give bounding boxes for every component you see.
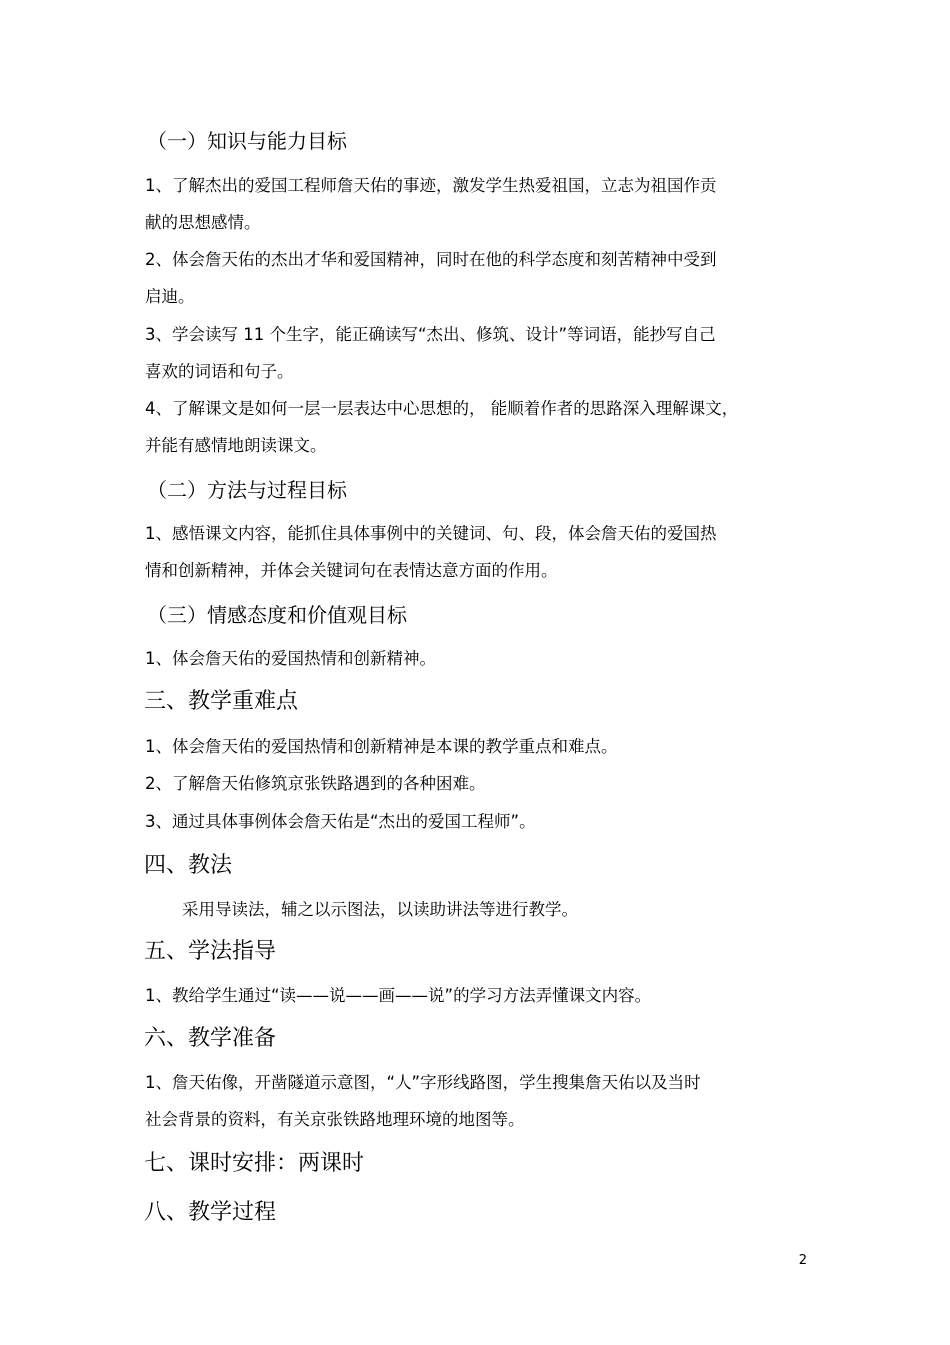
paragraph-line: 采用导读法，辅之以示图法，以读助讲法等进行教学。 bbox=[182, 900, 578, 919]
paragraph-line: 社会背景的资料，有关京张铁路地理环境的地图等。 bbox=[145, 1110, 525, 1129]
subheading-knowledge-goals: （一）知识与能力目标 bbox=[147, 129, 347, 153]
paragraph-line: 1、了解杰出的爱国工程师詹天佑的事迹，激发学生热爱祖国，立志为祖国作贡 bbox=[145, 176, 717, 195]
page-number: 2 bbox=[798, 1253, 807, 1268]
heading-schedule: 七、课时安排：两课时 bbox=[144, 1151, 365, 1176]
heading-key-points: 三、教学重难点 bbox=[144, 689, 299, 714]
paragraph-line: 1、教给学生通过“读——说——画——说”的学习方法弄懂课文内容。 bbox=[145, 986, 652, 1005]
paragraph-line: 4、了解课文是如何一层一层表达中心思想的， 能顺着作者的思路深入理解课文， bbox=[145, 399, 739, 418]
subheading-method-goals: （二）方法与过程目标 bbox=[147, 478, 347, 502]
paragraph-line: 2、了解詹天佑修筑京张铁路遇到的各种困难。 bbox=[145, 774, 486, 793]
heading-teaching-method: 四、教法 bbox=[144, 853, 233, 878]
paragraph-line: 1、詹天佑像，开凿隧道示意图，“人”字形线路图，学生搜集詹天佑以及当时 bbox=[145, 1073, 701, 1092]
paragraph-line: 献的思想感情。 bbox=[145, 213, 261, 232]
heading-preparation: 六、教学准备 bbox=[144, 1026, 277, 1051]
paragraph-line: 3、通过具体事例体会詹天佑是“杰出的爱国工程师”。 bbox=[145, 812, 536, 831]
paragraph-line: 启迪。 bbox=[145, 287, 195, 306]
paragraph-line: 3、学会读写 11 个生字，能正确读写“杰出、修筑、设计”等词语，能抄写自己 bbox=[145, 325, 716, 344]
paragraph-line: 1、体会詹天佑的爱国热情和创新精神。 bbox=[145, 649, 436, 668]
paragraph-line: 1、体会詹天佑的爱国热情和创新精神是本课的教学重点和难点。 bbox=[145, 737, 618, 756]
paragraph-line: 1、感悟课文内容，能抓住具体事例中的关键词、句、段，体会詹天佑的爱国热 bbox=[145, 524, 717, 543]
heading-process: 八、教学过程 bbox=[144, 1200, 277, 1225]
paragraph-line: 喜欢的词语和句子。 bbox=[145, 362, 294, 381]
paragraph-line: 2、体会詹天佑的杰出才华和爱国精神，同时在他的科学态度和刻苦精神中受到 bbox=[145, 250, 717, 269]
heading-learning-method: 五、学法指导 bbox=[144, 939, 277, 964]
paragraph-line: 并能有感情地朗读课文。 bbox=[145, 436, 327, 455]
paragraph-line: 情和创新精神，并体会关键词句在表情达意方面的作用。 bbox=[145, 561, 558, 580]
subheading-emotion-goals: （三）情感态度和价值观目标 bbox=[147, 603, 407, 627]
